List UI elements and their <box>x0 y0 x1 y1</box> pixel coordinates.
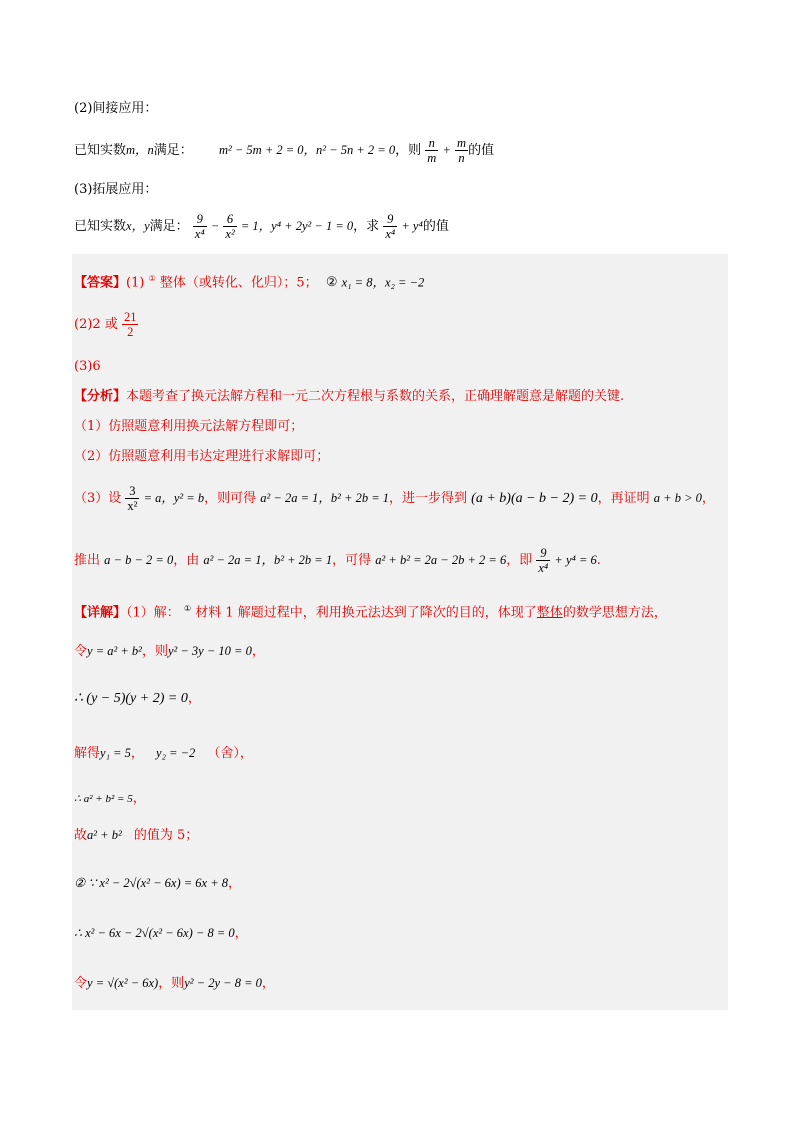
circle-one: ① <box>148 274 156 283</box>
detail-let: 令y = a² + b²，则y² − 3y − 10 = 0， <box>74 644 265 659</box>
equation: + y⁴ <box>401 219 423 233</box>
fraction: $\frac{3}{\text{x²}}$ <box>127 484 138 513</box>
section2-question <box>74 136 494 165</box>
minus: − <box>210 219 220 233</box>
label: 的值 <box>468 143 495 158</box>
analysis-4: 推出 a − b − 2 = 0，由 a² − 2a = 1，b² + 2b = 1，可得 a² + b² = 2a − 2b + 2 = 6，即 $\frac{9}{\text{x⁴}}$ + y⁴ = 6. <box>74 546 601 575</box>
label: 满足： <box>153 143 193 158</box>
fraction: $\frac{9}{\text{x⁴}}$ <box>194 212 205 241</box>
detail-conclusion: 故a² + b² 的值为 5； <box>74 828 199 843</box>
fraction-21-over-2: $\frac{21}{2}$ <box>123 310 137 339</box>
detail-line: 【详解】（1）解： ① 材料 1 解题过程中，利用换元法达到了降次的目的，体现了整体的数学思想方法， <box>74 604 667 621</box>
answer-background <box>72 254 728 1010</box>
answer-label: 【答案】 <box>74 275 127 291</box>
label: 已知实数 <box>74 143 127 158</box>
underlined-term: 整体 <box>536 605 563 621</box>
detail-therefore: ∴ a² + b² = 5， <box>74 791 146 806</box>
fraction: $\frac{6}{\text{x²}}$ <box>225 212 235 241</box>
fraction: $\frac{9}{\text{x⁴}}$ <box>538 546 549 575</box>
fraction-n-over-m: $\frac{n}{m}$ <box>427 136 437 165</box>
label: 已知实数 <box>74 219 127 234</box>
label: ，求 <box>353 219 380 234</box>
answer-3: (3)6 <box>74 359 101 374</box>
vars: x，y <box>126 219 150 233</box>
equation: m² − 5m + 2 = 0，n² − 5n + 2 = 0 <box>218 143 396 157</box>
analysis-label: 【分析】 <box>74 389 127 404</box>
detail-label: 【详解】 <box>74 605 127 621</box>
section3-title: (3)拓展应用： <box>74 182 158 197</box>
fraction-m-over-n: $\frac{m}{n}$ <box>457 136 467 165</box>
answer-2: (2)2 或 $\frac{21}{2}$ <box>74 310 137 339</box>
label: ，则 <box>395 143 422 158</box>
section2-title: (2)间接应用： <box>74 101 158 116</box>
circle-two: ② <box>325 275 338 291</box>
analysis-line: 【分析】本题考查了换元法解方程和一元二次方程根与系数的关系，正确理解题意是解题的关键. <box>74 389 625 404</box>
detail-eq-3: ∴ x² − 6x − 2√(x² − 6x) − 8 = 0， <box>74 926 248 941</box>
answer-text: 整体（或转化、化归）；5； <box>159 275 318 291</box>
detail-solve: 解得y₁ = 5， y₂ = −2 （舍）， <box>74 746 253 761</box>
equation: = 1，y⁴ + 2y² − 1 = 0 <box>240 219 354 233</box>
analysis-3: （3）设 $\frac{3}{\text{x²}}$ = a，y² = b，则可得 a² − 2a = 1，b² + 2b = 1，进一步得到 (a + b)(a − b − 2) = 0，再证明 a + b > 0， <box>74 484 715 513</box>
detail-eq-4: 令y = √(x² − 6x)，则y² − 2y − 8 = 0， <box>74 976 275 991</box>
label: 的值 <box>422 219 449 234</box>
detail-factor: ∴ (y − 5)(y + 2) = 0， <box>74 691 201 706</box>
section3-question <box>74 212 449 241</box>
detail-eq-2: ② ∵ x² − 2√(x² − 6x) = 6x + 8， <box>74 876 242 891</box>
analysis-2: （2）仿照题意利用韦达定理进行求解即可； <box>74 449 330 464</box>
label: 满足： <box>149 219 189 234</box>
analysis-1: （1）仿照题意利用换元法解方程即可； <box>74 419 304 434</box>
plus: + <box>442 143 451 157</box>
answer-line: 【答案】(1) ① 整体（或转化、化归）；5； ② x₁ = 8，x₂ = −2 <box>74 274 425 291</box>
fraction: $\frac{9}{\text{x⁴}}$ <box>385 212 396 241</box>
vars: m，n <box>126 143 154 157</box>
roots: x₁ = 8，x₂ = −2 <box>341 275 425 290</box>
